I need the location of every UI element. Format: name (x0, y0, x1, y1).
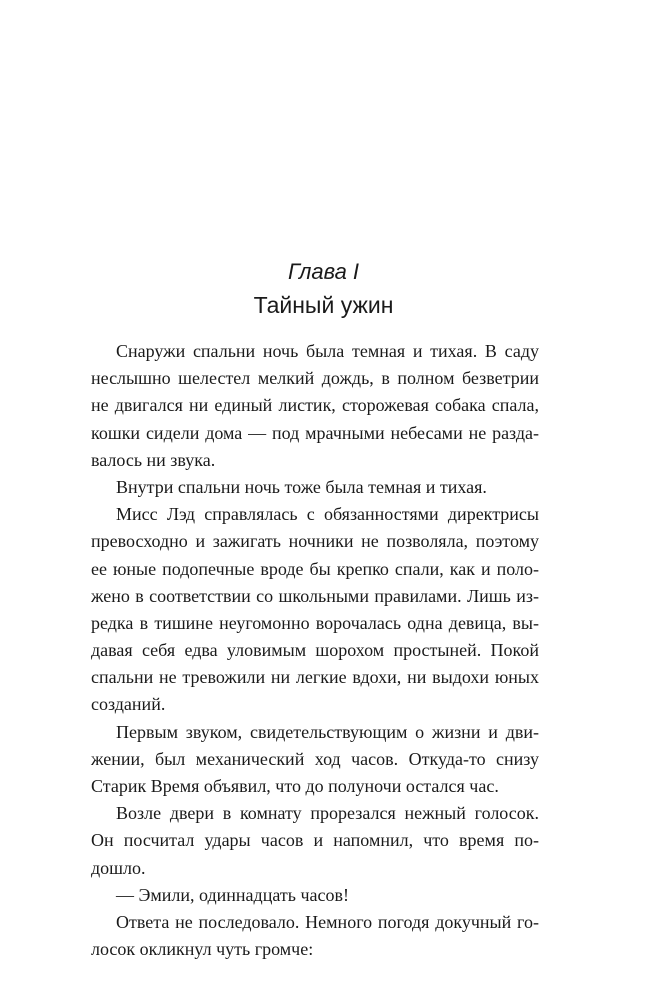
body-text (91, 338, 539, 963)
paragraph (91, 338, 539, 474)
text-line: жено в соответствии со школьными правилами. Лишь из- (91, 585, 539, 606)
text-line: Снаружи спальни ночь была темная и тихая. В саду (116, 341, 539, 361)
text-line: кошки сидели дома — под мрачными небесами не разда- (91, 422, 539, 443)
paragraph (91, 909, 539, 963)
text-line: Возле двери в комнату прорезался нежный голосок. (116, 803, 539, 824)
text-line: спальни не тревожили ни легкие вдохи, ни выдохи юных (91, 667, 539, 688)
text-line: — Эмили, одиннадцать часов! (116, 884, 349, 905)
text-line: не двигался ни единый листик, сторожевая собака спала, (91, 395, 539, 416)
paragraph (91, 501, 539, 719)
paragraph (91, 719, 539, 801)
text-line: превосходно и зажигать ночники не позволяла, поэтому (91, 531, 539, 552)
chapter-label: Глава I (287, 259, 360, 284)
text-line: созданий. (91, 694, 166, 715)
text-line: давая себя едва уловимым шорохом простыней. Покой (91, 640, 539, 661)
text-line: Мисс Лэд справлялась с обязанностями директрисы (116, 504, 539, 525)
text-line: валось ни звука. (91, 449, 216, 470)
text-line: жении, был механический ход часов. Откуда-то снизу (91, 748, 539, 769)
paragraph (91, 882, 539, 909)
text-line: Первым звуком, свидетельствующим о жизни и дви- (116, 721, 539, 742)
text-line: Старик Время объявил, что до полуночи остался час. (91, 776, 499, 796)
paragraph (91, 800, 539, 882)
text-line: дошло. (91, 857, 146, 878)
text-line: лосок окликнул чуть громче: (91, 939, 314, 960)
chapter-title: Тайный ужин (253, 292, 394, 318)
text-line: неслышно шелестел мелкий дождь, в полном безветрии (91, 368, 539, 389)
text-line: Внутри спальни ночь тоже была темная и тихая. (116, 476, 487, 497)
text-line: Ответа не последовало. Немного погодя докучный го- (116, 911, 539, 932)
text-line: Он посчитал удары часов и напомнил, что время по- (91, 830, 539, 851)
text-line: редка в тишине неугомонно ворочалась одна девица, вы- (91, 612, 539, 633)
text-line: ее юные подопечные вроде бы крепко спали, как и поло- (91, 558, 539, 579)
paragraph (91, 474, 539, 501)
